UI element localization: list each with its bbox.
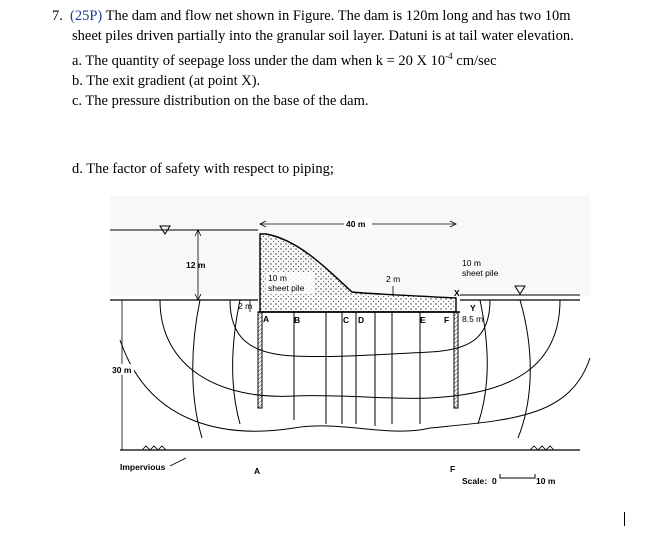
point-Y: Y	[470, 303, 476, 313]
point-B: B	[294, 315, 301, 325]
bottom-point-F: F	[450, 464, 456, 474]
part-b: b. The exit gradient (at point X).	[72, 72, 261, 89]
scale-zero: 0	[492, 476, 497, 486]
dam-flow-net-figure	[90, 188, 600, 498]
question-number: 7.	[52, 8, 63, 24]
dim-8-5m: 8.5 m	[462, 314, 484, 324]
sheet-pile-right-label: sheet pile	[462, 268, 499, 278]
dim-40m: 40 m	[346, 219, 366, 229]
dim-2m-left: 2 m	[238, 301, 253, 311]
background-texture	[110, 196, 590, 296]
sheet-pile-left-label: sheet pile	[268, 283, 305, 293]
question-text	[52, 6, 622, 111]
intro-line-2: sheet piles driven partially into the granular soil layer. Datuni is at tail water elevation.	[72, 28, 574, 44]
sheet-pile-right	[454, 312, 458, 408]
scale-bar	[500, 474, 535, 478]
part-c: c. The pressure distribution on the base of the dam.	[72, 92, 369, 109]
dim-30m: 30 m	[112, 365, 132, 375]
point-F: F	[444, 315, 450, 325]
flow-lines	[120, 300, 590, 431]
points-label: (25P)	[70, 8, 103, 24]
sheet-pile-left-length: 10 m	[268, 273, 287, 283]
scale-label: Scale:	[462, 476, 488, 486]
bottom-point-A: A	[254, 466, 261, 476]
scale-ten: 10 m	[536, 476, 556, 486]
part-d: d. The factor of safety with respect to piping;	[72, 161, 334, 177]
point-D: D	[358, 315, 365, 325]
dim-12m: 12 m	[186, 260, 206, 270]
question-line-1	[52, 6, 622, 26]
point-E: E	[420, 315, 426, 325]
impervious-label: Impervious	[120, 462, 166, 472]
point-C: C	[343, 315, 350, 325]
sheet-pile-left	[258, 312, 262, 408]
intro-line-1: The dam and flow net shown in Figure. The dam is 120m long and has two 10m	[105, 8, 571, 24]
dim-2m-right: 2 m	[386, 274, 401, 284]
text-cursor	[624, 512, 625, 526]
point-X: X	[454, 288, 460, 298]
point-A: A	[263, 314, 270, 324]
sheet-pile-right-length: 10 m	[462, 258, 481, 268]
part-a: a. The quantity of seepage loss under the dam when k = 20 X $10^{-4}$ cm/sec	[72, 51, 497, 69]
